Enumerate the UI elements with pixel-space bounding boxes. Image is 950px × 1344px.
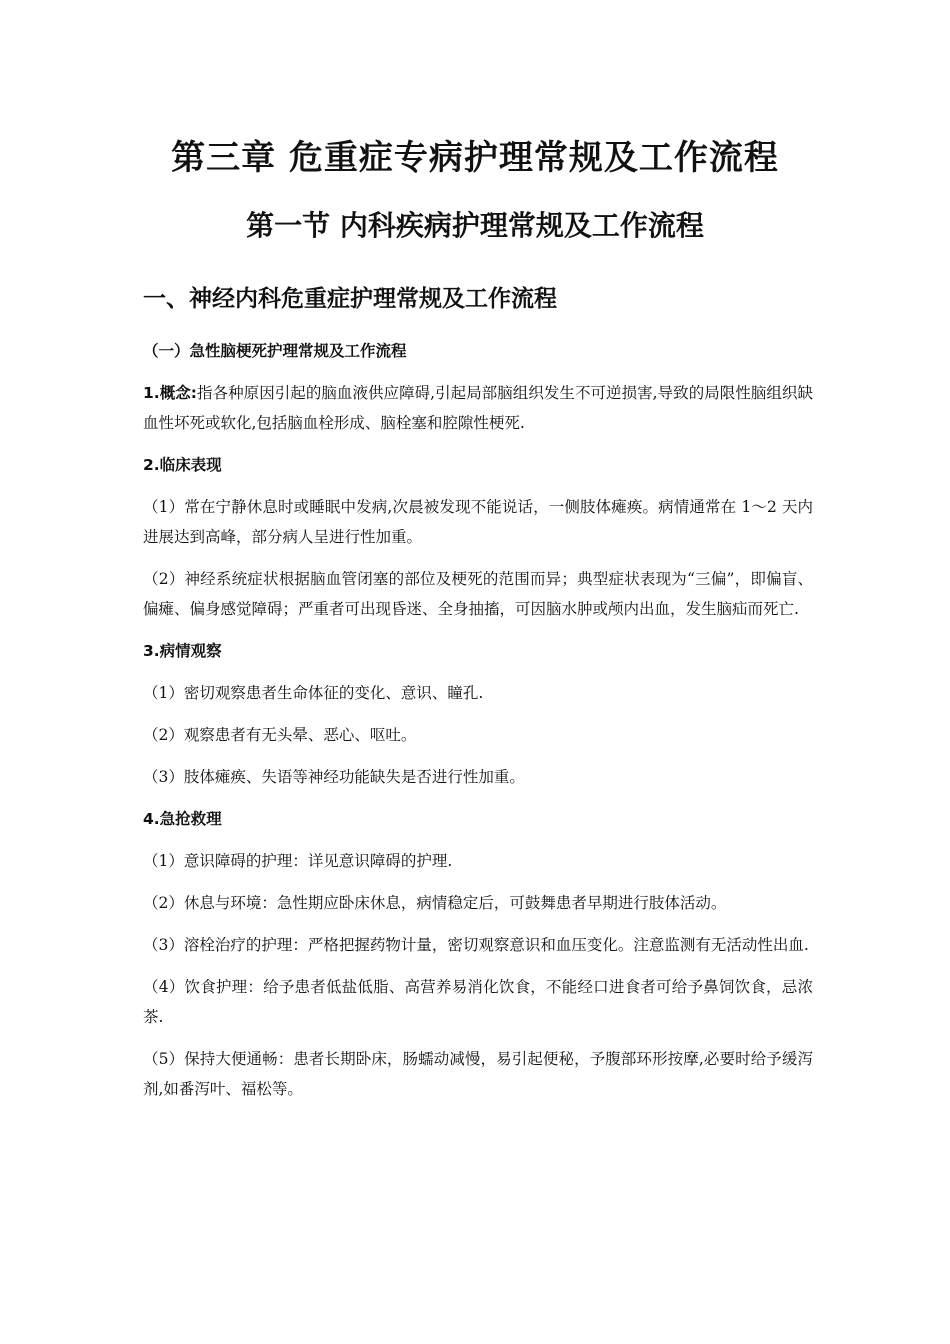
rescue-item: （1）意识障碍的护理：详见意识障碍的护理. <box>143 852 453 870</box>
rescue-item: （5）保持大便通畅：患者长期卧床，肠蠕动减慢，易引起便秘，予腹部环形按摩,必要时给予缓泻剂,如番泻叶、福松等。 <box>143 1050 813 1098</box>
observation-item: （2）观察患者有无头晕、恶心、呕吐。 <box>143 726 417 744</box>
rescue-item: （2）休息与环境：急性期应卧床休息，病情稳定后，可鼓舞患者早期进行肢体活动。 <box>143 894 727 912</box>
section-title: 第一节 内科疾病护理常规及工作流程 <box>246 209 704 242</box>
chapter-title: 第三章 危重症专病护理常规及工作流程 <box>171 138 779 178</box>
clinical-item: （1）常在宁静休息时或睡眠中发病,次晨被发现不能说话，一侧肢体瘫痪。病情通常在 1～2 天内进展达到高峰，部分病人呈进行性加重。 <box>143 498 813 546</box>
observation-heading: 3.病情观察 <box>143 642 222 660</box>
clinical-item: （2）神经系统症状根据脑血管闭塞的部位及梗死的范围而异；典型症状表现为“三偏”，即偏盲、偏瘫、偏身感觉障碍；严重者可出现昏迷、全身抽搐，可因脑水肿或颅内出血，发生脑疝而死亡. <box>143 570 813 618</box>
observation-item: （1）密切观察患者生命体征的变化、意识、瞳孔. <box>143 684 484 702</box>
rescue-heading: 4.急抢救理 <box>143 810 222 828</box>
item-title: （一）急性脑梗死护理常规及工作流程 <box>143 342 407 360</box>
concept-label: 1.概念: <box>143 384 197 402</box>
observation-item: （3）肢体瘫痪、失语等神经功能缺失是否进行性加重。 <box>143 768 525 786</box>
clinical-heading: 2.临床表现 <box>143 456 222 474</box>
subsection-title: 一、神经内科危重症护理常规及工作流程 <box>143 286 557 312</box>
concept-text: 指各种原因引起的脑血液供应障碍,引起局部脑组织发生不可逆损害,导致的局限性脑组织缺血性坏死或软化,包括脑血栓形成、脑栓塞和腔隙性梗死. <box>143 384 814 432</box>
document-body <box>143 336 813 1116</box>
concept-paragraph <box>143 378 813 438</box>
rescue-item: （3）溶栓治疗的护理：严格把握药物计量，密切观察意识和血压变化。注意监测有无活动性出血. <box>143 936 809 954</box>
rescue-item: （4）饮食护理：给予患者低盐低脂、高营养易消化饮食，不能经口进食者可给予鼻饲饮食，忌浓茶. <box>143 978 813 1026</box>
